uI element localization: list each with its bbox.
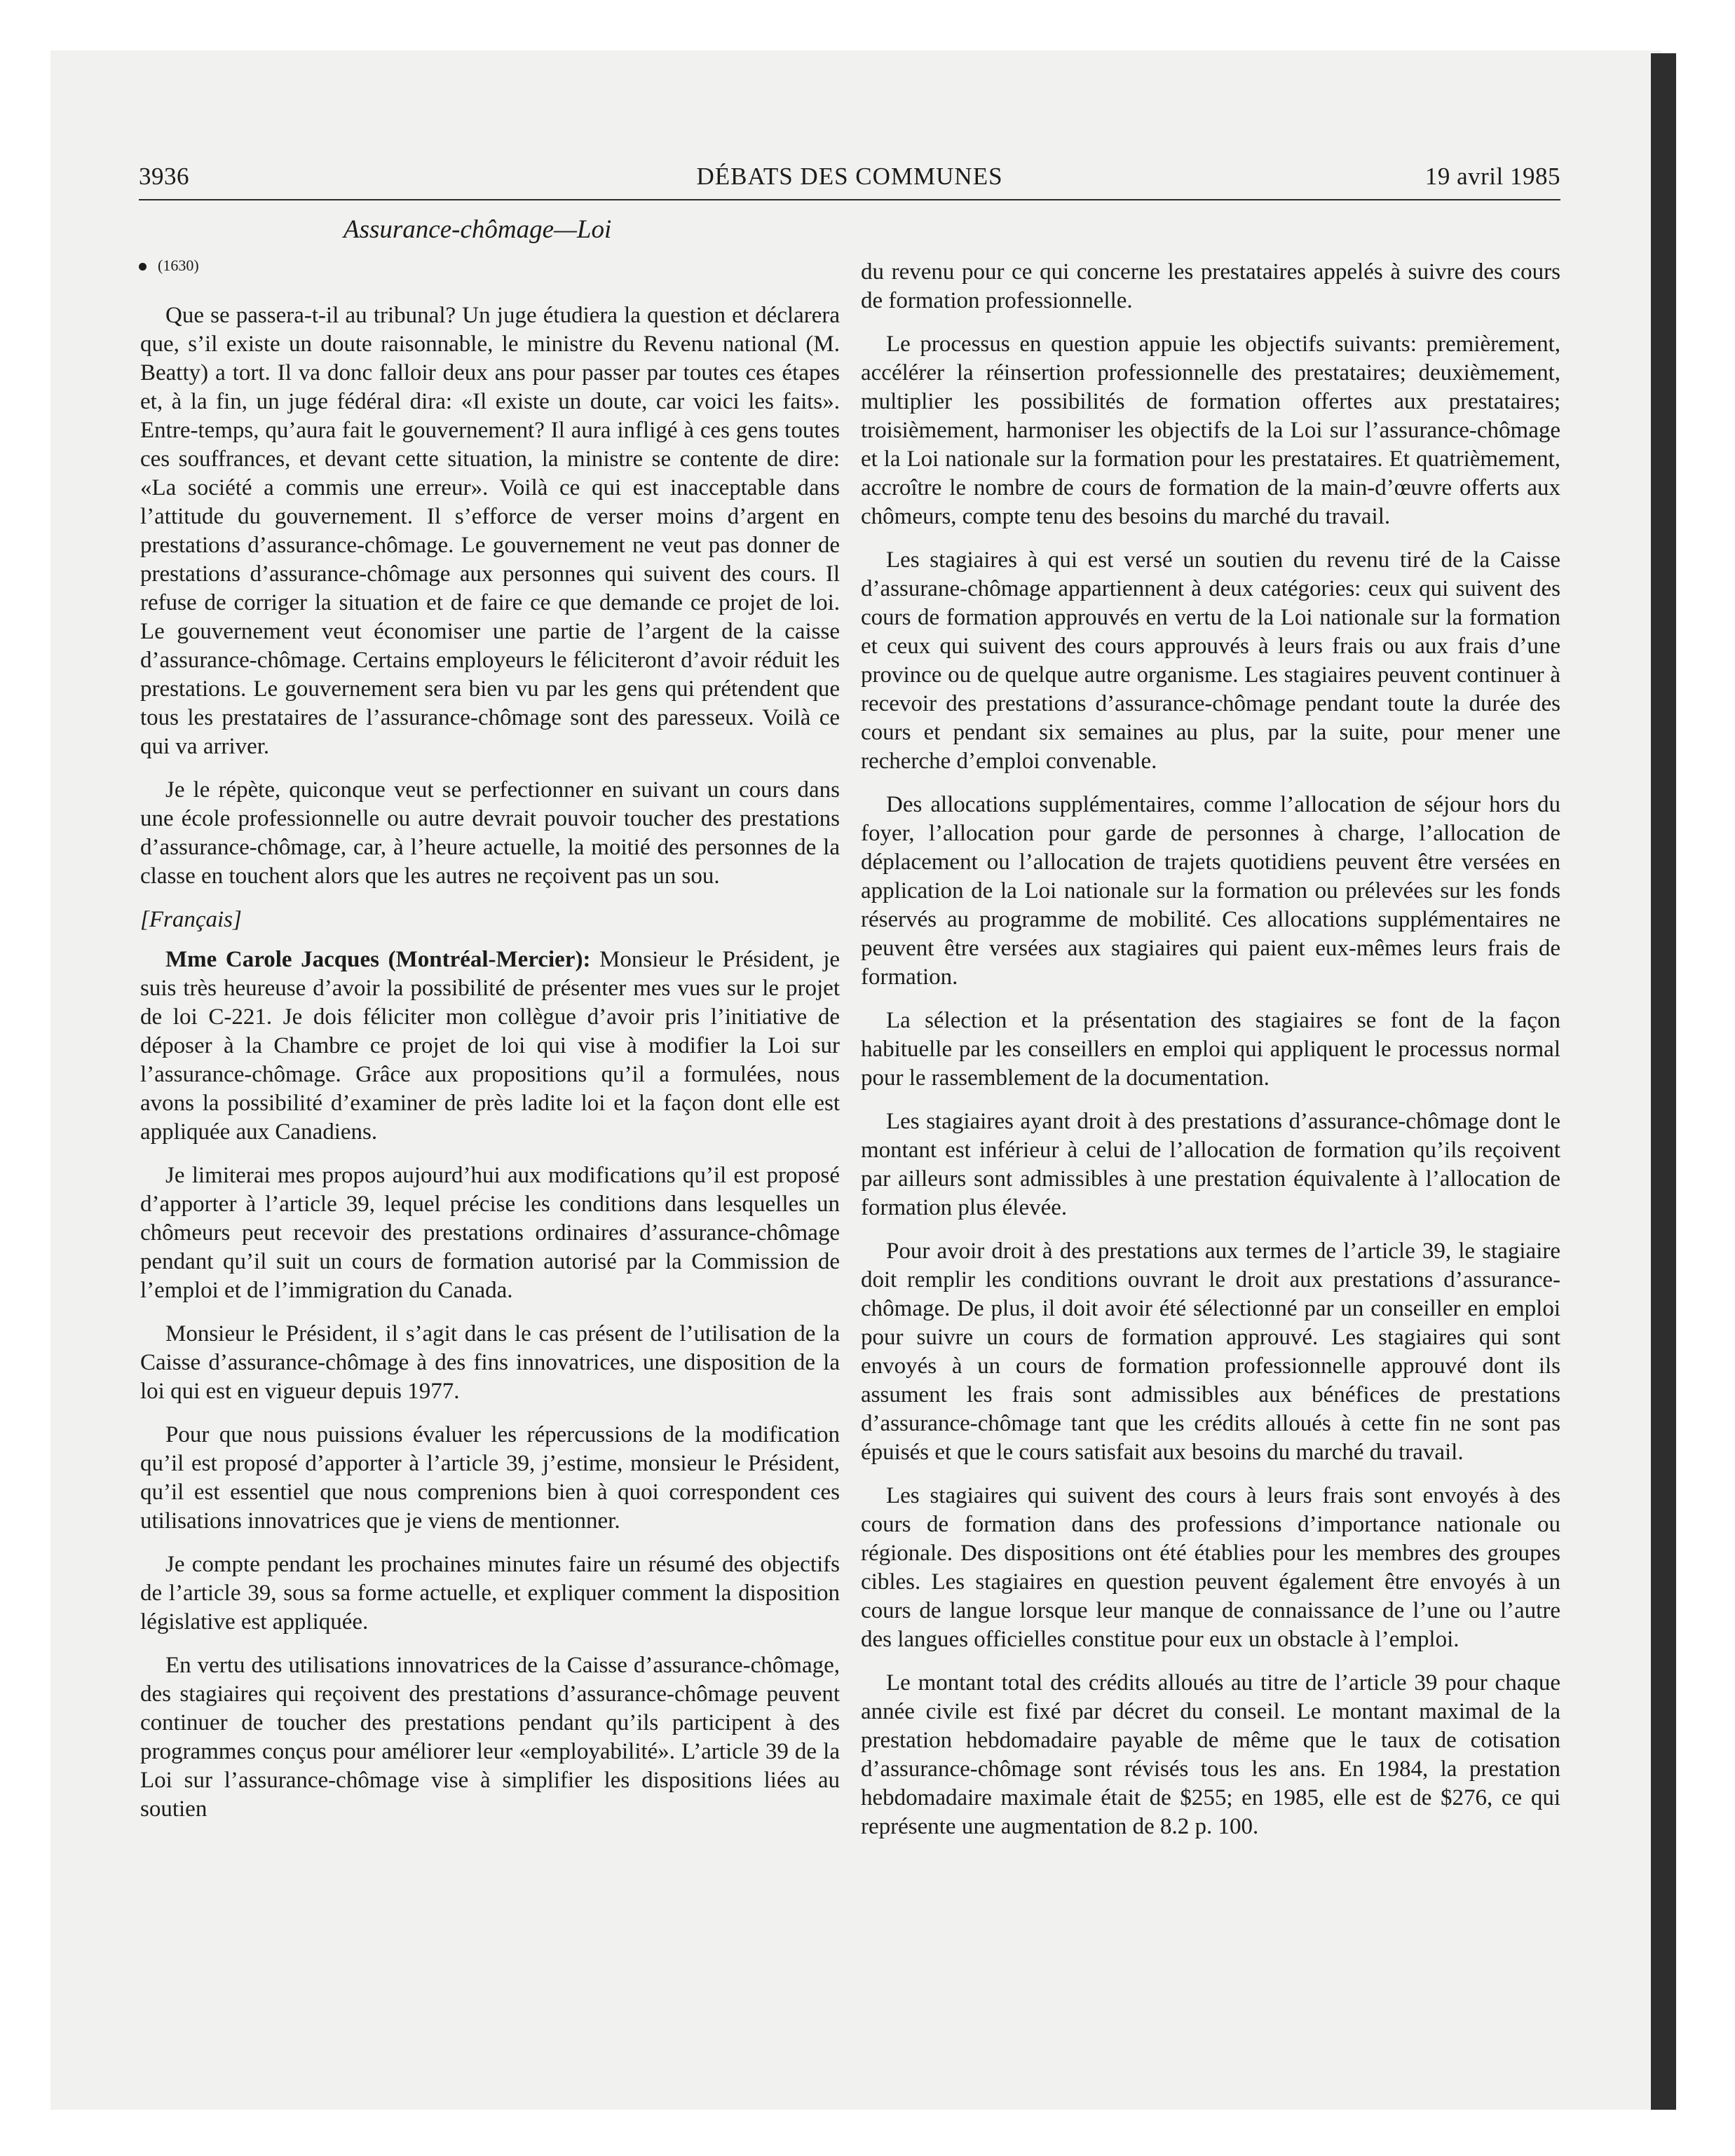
right-column [861,258,1560,1856]
paragraph: Je le répète, quiconque veut se perfectionner en suivant un cours dans une école professionnelle ou autre devrait pouvoir toucher des prestations d’assurance-chômage, car, à l’heure actuelle, la moitié des personnes de la classe en touchent alors que les autres ne reçoivent pas un sou. [140,777,840,889]
paragraph: Pour avoir droit à des prestations aux termes de l’article 39, le stagiaire doit remplir les conditions ouvrant le droit aux prestations d’assurance-chômage. De plus, il doit avoir été sélectionné par un conseiller en emploi pour suivre un cours de formation approuvé. Les stagiaires qui sont envoyés à un cours de formation professionnelle approuvé dont ils assument les frais sont admissibles aux bénéfices de prestations d’assurance-chômage tant que les crédits alloués à cette fin ne sont pas épuisés et que le cours satisfait aux besoins du marché du travail. [861,1239,1560,1465]
timestamp [139,257,199,275]
bullet-icon [139,263,147,271]
paragraph: En vertu des utilisations innovatrices de la Caisse d’assurance-chômage, des stagiaires qui reçoivent des prestations d’assurance-chômage peuvent continuer de toucher des prestations pendant qu’ils participent à des programmes conçus pour améliorer leur «employabilité». L’article 39 de la Loi sur l’assurance-chômage vise à simplifier les dispositions liées au soutien [140,1653,840,1822]
timestamp-text: (1630) [158,257,199,274]
paragraph: Le montant total des crédits alloués au titre de l’article 39 pour chaque année civile est fixé par décret du conseil. Le montant maximal de la prestation hebdomadaire payable de même que le taux de cotisation d’assurance-chômage sont révisés tous les ans. En 1984, la prestation hebdomadaire maximale était de $255; en 1985, elle est de $276, ce qui représente une augmentation de 8.2 p. 100. [861,1670,1560,1839]
paragraph: Les stagiaires à qui est versé un soutien du revenu tiré de la Caisse d’assurane-chômage appartiennent à deux catégories: ceux qui suivent des cours de formation approuvés en vertu de la Loi nationale sur la formation et ceux qui suivent des cours approuvés à leurs frais ou aux frais d’une province ou de quelque autre organisme. Les stagiaires peuvent continuer à recevoir des prestations d’assurance-chômage pendant toute la durée des cours et pendant six semaines au plus, par la suite, pour mener une recherche d’emploi convenable. [861,547,1560,774]
speech-text: Monsieur le Président, je suis très heureuse d’avoir la possibilité de présenter mes vues sur le projet de loi C-221. Je dois féliciter mon collègue d’avoir pris l’initiative de déposer à la Chambre ce projet de loi qui vise à modifier la Loi sur l’assurance-chômage. Grâce aux propositions qu’il a formulées, nous avons la possibilité d’examiner de près ladite loi et la façon dont elle est appliquée aux Canadiens. [140,947,841,1145]
paragraph: Des allocations supplémentaires, comme l’allocation de séjour hors du foyer, l’allocation pour garde de personnes à charge, l’allocation de déplacement ou l’allocation de trajets quotidiens peuvent être versées en application de la Loi nationale sur la formation ou prélevées sur les fonds réservés au programme de mobilité. Ces allocations supplémentaires ne peuvent être versées aux stagiaires qui paient eux-mêmes leurs frais de formation. [861,792,1560,990]
paragraph: du revenu pour ce qui concerne les prestataires appelés à suivre des cours de formation professionnelle. [861,259,1560,313]
language-marker: [Français] [140,907,242,932]
paragraph: Pour que nous puissions évaluer les répercussions de la modification qu’il est proposé d’apporter à l’article 39, j’estime, monsieur le Président, qu’il est essentiel que nous comprenions bien à quoi correspondent ces utilisations innovatrices que je viens de mentionner. [140,1422,840,1534]
left-column [140,301,840,1838]
paragraph: Les stagiaires qui suivent des cours à leurs frais sont envoyés à des cours de formation dans des professions d’importance nationale ou régionale. Des dispositions ont été établies pour les membres des groupes cibles. Les stagiaires en question peuvent également être envoyés à un cours de langue lorsque leur manque de connaissance de l’une ou l’autre des langues officielles constitue pour eux un obstacle à l’emploi. [861,1483,1560,1652]
binding-shadow [1651,53,1676,2110]
speech-paragraph [140,946,840,1147]
paragraph: Je compte pendant les prochaines minutes faire un résumé des objectifs de l’article 39, sous sa forme actuelle, et expliquer comment la disposition législative est appliquée. [140,1552,840,1635]
paragraph: La sélection et la présentation des stagiaires se font de la façon habituelle par les conseillers en emploi qui appliquent le processus normal pour le rassemblement de la documentation. [861,1008,1560,1091]
paragraph: Que se passera-t-il au tribunal? Un juge étudiera la question et déclarera que, s’il existe un doute raisonnable, le ministre du Revenu national (M. Beatty) a tort. Il va donc falloir deux ans pour passer par toutes ces étapes et, à la fin, un juge fédéral dira: «Il existe un doute, car voici les faits». Entre-temps, qu’aura fait le gouvernement? Il aura infligé à ces gens toutes ces souffrances, et devant cette situation, la ministre se contente de dire: «La société a commis une erreur». Voilà ce qui est inacceptable dans l’attitude du gouvernement. Il s’efforce de verser moins d’argent en prestations d’assurance-chômage. Le gouvernement ne veut pas donner de prestations d’assurance-chômage aux personnes qui suivent des cours. Il refuse de corriger la situation et de faire ce que demande ce projet de loi. Le gouvernement veut économiser une partie de l’argent de la caisse d’assurance-chômage. Certains employeurs le féliciteront d’avoir réduit les prestations. Le gouvernement sera bien vu par les gens qui prétendent que tous les prestataires de l’assurance-chômage sont des paresseux. Voilà ce qui va arriver. [140,303,840,759]
subject-heading: Assurance-chômage—Loi [343,215,612,244]
paragraph: Je limiterai mes propos aujourd’hui aux modifications qu’il est proposé d’apporter à l’article 39, lequel précise les conditions dans lesquelles un chômeurs peut recevoir des prestations ordinaires d’assurance-chômage pendant qu’il suit un cours de formation autorisé par la Commission de l’emploi et de l’immigration du Canada. [140,1163,840,1303]
paragraph: Monsieur le Président, il s’agit dans le cas présent de l’utilisation de la Caisse d’assurance-chômage à des fins innovatrices, une disposition de la loi qui est en vigueur depuis 1977. [140,1321,840,1404]
paragraph: Le processus en question appuie les objectifs suivants: premièrement, accélérer la réinsertion professionnelle des prestataires; deuxièmement, multiplier les possibilités de formation offertes aux prestataires; troisièmement, harmoniser les objectifs de la Loi sur l’assurance-chômage et la Loi nationale sur la formation pour les prestataires. Et quatrièmement, accroître le nombre de cours de formation de la main-d’œuvre offerts aux chômeurs, compte tenu des besoins du marché du travail. [861,332,1560,529]
page-header [139,161,1560,200]
journal-title: DÉBATS DES COMMUNES [696,163,1003,190]
paragraph: Les stagiaires ayant droit à des prestations d’assurance-chômage dont le montant est inférieur à celui de l’allocation de formation qu’ils reçoivent par ailleurs sont admissibles à une prestation équivalente à l’allocation de formation plus élevée. [861,1109,1560,1220]
page-date: 19 avril 1985 [1424,163,1560,190]
page-number: 3936 [139,163,189,190]
speaker-name: Mme Carole Jacques (Montréal-Mercier): [165,947,591,972]
